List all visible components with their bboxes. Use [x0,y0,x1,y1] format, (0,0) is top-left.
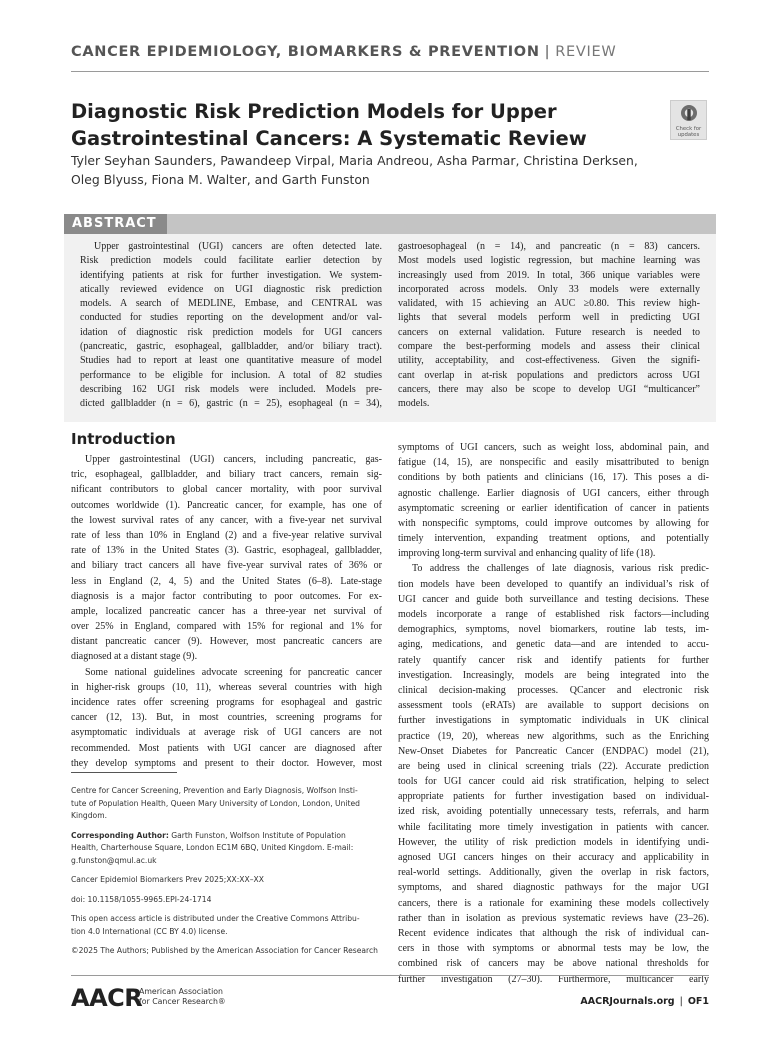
abstract-line: incorporated across models. Only 33 models were externally [398,283,700,295]
body-line: investigation. Increasingly, models are being integrated into the [398,669,709,681]
title-line: Diagnostic Risk Prediction Models for Upper [71,100,557,123]
body-line: conditions by both patients and clinicians (16, 17). This poses a di- [398,472,709,484]
body-line: outcomes worldwide (1). Pancreatic cancer, for example, has one of [71,499,382,511]
body-line: fatigue (14, 15), are nonspecific and easily misattributed to benign [398,457,709,469]
header-separator: | [544,44,551,60]
abstract-right-column [398,240,700,412]
abstract-line: performance to be eligible for inclusion. A total of 82 studies [80,369,382,381]
body-line: practice (19, 20), whereas new algorithms, such as the Enriching [398,730,709,742]
body-line: less in England (2, 4, 5) and the United States (6–8). Late-stage [71,575,382,587]
body-line: improving long-term survival and enhancing quality of life (18). [398,548,656,560]
abstract-line: validated, with 15 achieving an AUC ≥0.80. This review high- [398,298,700,310]
body-line: while facilitating more timely investigation in patients with cancer. [398,821,709,833]
journal-header [71,44,616,60]
abstract-line: (pancreatic, gastric, esophageal, gallbladder, and/or biliary tract). [80,341,382,353]
doi[interactable]: doi: 10.1158/1055-9965.EPI-24-1714 [71,894,212,904]
abstract-left-column [80,240,382,412]
body-line: However, the utility of risk prediction models in identifying undi- [398,836,709,848]
license-line: This open access article is distributed under the Creative Commons Attribu- [71,914,360,923]
affiliation-line: Kingdom. [71,811,107,820]
journal-site-link[interactable]: AACRJournals.org [580,996,675,1007]
check-for-updates-badge[interactable] [670,100,707,140]
body-line: demographics, symptoms, novel biomarkers, routine lab tests, im- [398,624,709,636]
abstract-heading: ABSTRACT [64,214,167,234]
body-line: assessment tools (eRATs) are available to support decisions on [398,700,709,712]
corresponding-author-line: Corresponding Author: Garth Funston, Wolfson Institute of Population [71,830,346,840]
body-line: clinical decision-making processes. QCancer and electronic risk [398,684,709,696]
body-line: agnosed UGI cancers hinges on their accuracy and applicability in [398,852,709,864]
body-line: cancers, there is a rationale for examining these models collectively [398,897,709,909]
abstract-line: cant overlap in at-risk populations and predictors across UGI [398,369,700,381]
abstract-line: increasingly used from 2019. In total, 366 unique variables were [398,269,700,281]
body-line: asymptomatic screening or earlier identification of cancer in patients [398,502,709,514]
body-line: New-Onset Diabetes for Pancreatic Cancer (ENDPAC) model (21), [398,745,709,757]
body-line: symptoms, and shared diagnostic pathways for the major UGI [398,882,709,894]
body-line: recommended. Most patients with UGI cancer are diagnosed after [71,742,382,754]
footnotes [71,785,382,958]
abstract-line: cancers on external validation. Future research is needed to [398,326,700,338]
corresponding-author-label: Corresponding Author: [71,830,169,840]
check-for-updates-label: Check for updates [675,126,702,138]
body-line: Some national guidelines advocate screening for pancreatic cancer [85,666,382,678]
body-line: cancer (12, 13). But, in most countries, screening programs for [71,712,382,724]
body-line: further investigations in symptomatic individuals in UK clinical [398,715,709,727]
body-line: UGI cancer and guide both surveillance and testing decisions. These [398,593,709,605]
journal-name: CANCER EPIDEMIOLOGY, BIOMARKERS & PREVENTION [71,44,540,60]
abstract-line: Risk prediction models could facilitate earlier detection by [80,255,382,267]
body-line: appropriate patients for further investigation based on individual- [398,791,709,803]
body-line: tools for UGI cancer could aid risk stratification, helping to select [398,776,709,788]
body-line: real-world settings. Additionally, given the overlap in risk factors, [398,867,709,879]
body-line: incidence rates offer screening programs for esophageal and gastric [71,697,382,709]
affiliation-line: Centre for Cancer Screening, Prevention and Early Diagnosis, Wolfson Insti- [71,786,358,795]
aacr-logo[interactable]: AACR [71,984,143,1012]
abstract-line: gastroesophageal (n = 14), and pancreatic (n = 83) cancers. [398,241,700,252]
introduction-heading: Introduction [71,430,176,448]
abstract-line: idation of diagnostic risk prediction models for UGI cancers [80,326,382,338]
author-line: Oleg Blyuss, Fiona M. Walter, and Garth Funston [71,171,370,187]
body-line: are being used in clinical screening trials (22). Accurate prediction [398,760,709,772]
body-line: further investigation (27–30). Furthermore, multicancer early [398,973,709,985]
title-line: Gastrointestinal Cancers: A Systematic Review [71,127,587,150]
introduction-left-column [71,452,382,771]
crossmark-icon [680,104,698,124]
footnote-rule [71,772,177,773]
body-line: the lowest survival rates of any cancer, with a five-year net survival [71,514,382,526]
body-line: timely intervention, expanding treatment options, and potentially [398,533,709,545]
abstract-line: conducted for studies reporting on the development and/or val- [80,312,382,324]
page-number: OF1 [687,996,709,1007]
body-line: they develop symptoms and present to their doctor. However, most [71,757,382,769]
corresponding-author-line: Health, Charterhouse Square, London EC1M 6BQ, United Kingdom. E-mail: [71,843,354,852]
abstract-line: cancers, there may also be scope to develop UGI “multicancer” [398,383,700,395]
body-line: rately quantify cancer risk and identify patients for further [398,654,709,666]
body-line: rate of 13% in the United States (3). Gastric, esophageal, gallbladder, [71,545,382,557]
article-title [71,98,591,152]
body-line: with nonspecific symptoms, could improve outcomes by allowing for [398,517,709,529]
header-rule [71,71,709,72]
body-line: diagnosis is a major factor contributing to poor outcomes. For ex- [71,590,382,602]
body-line: Recent evidence indicates that although the risk of individual can- [398,927,709,939]
abstract-line: compare the best-performing models and assess their clinical [398,341,700,353]
body-line: To address the challenges of late diagnosis, various risk predic- [412,563,709,575]
body-line: diagnosed at a distant stage (9). [71,651,198,663]
aacr-logo-tagline: American Association for Cancer Research® [139,987,226,1006]
abstract-line: describing 162 UGI risk models were included. Models pre- [80,383,382,395]
body-line: models incorporate a range of established risk factors—including [398,609,709,621]
body-line: symptoms of UGI cancers, such as weight loss, abdominal pain, and [398,442,709,453]
abstract-line: Studies had to report at least one quantitative measure of model [80,355,382,367]
body-line: combined risk of cancers may be above national thresholds for [398,958,709,970]
body-line: over 25% in England, compared with 15% for regional and 1% for [71,621,382,633]
body-line: and biliary tract cancers all have five-year survival rates of 36% or [71,560,382,572]
abstract-line: models. A search of MEDLINE, Embase, and CENTRAL was [80,298,382,310]
body-line: Upper gastrointestinal (UGI) cancers, including pancreatic, gas- [85,454,382,465]
abstract-line: lights that several models perform well in predicting UGI [398,312,700,324]
body-line: cers in those with symptoms or abnormal tests may be low, the [398,943,709,955]
body-line: rather than in isolation as previous systematic reviews have (23–26). [398,912,709,924]
body-line: aging, medications, and genetic data—and are intended to accu- [398,639,709,651]
abstract-line: Most models used logistic regression, but machine learning was [398,255,700,267]
introduction-right-column [398,440,709,987]
footer-page-info [580,996,709,1007]
abstract-line: atically reviewed evidence on UGI diagnostic risk prediction [80,283,382,295]
abstract-line: identifying patients at risk for further investigation. We system- [80,269,382,281]
body-line: in higher-risk groups (10, 11), whereas several countries with high [71,681,382,693]
abstract-line: models. [398,398,430,410]
body-line: tric, esophageal, gallbladder, and biliary tract cancers, remain sig- [71,469,382,481]
body-line: asymptomatic individuals at average risk of UGI cancers are not [71,727,382,739]
body-line: rate of less than 10% in England (2) and a five-year relative survival [71,529,382,541]
citation: Cancer Epidemiol Biomarkers Prev 2025;XX:XX–XX [71,875,264,884]
body-line: agnostic challenge. Earlier diagnosis of UGI cancers, either through [398,487,709,499]
body-line: ized risk, avoiding potentially unnecessary tests, referrals, and harm [398,806,709,818]
body-line: nificant contributors to global cancer mortality, with poor survival [71,484,382,496]
body-line: ample, localized pancreatic cancer has a three-year net survival of [71,605,382,617]
license-line: tion 4.0 International (CC BY 4.0) license. [71,926,228,936]
body-line: distant pancreatic cancer (9). However, most pancreatic cancers are [71,636,382,648]
copyright: ©2025 The Authors; Published by the American Association for Cancer Research [71,946,378,955]
article-type: REVIEW [555,44,617,60]
abstract-line: dicted gallbladder (n = 6), gastric (n = 25), esophageal (n = 34), [80,398,382,410]
corresponding-author-email[interactable]: g.funston@qmul.ac.uk [71,855,157,865]
affiliation-line: tute of Population Health, Queen Mary University of London, London, United [71,798,360,808]
footer-rule [71,975,709,976]
body-line: tion models have been developed to quantify an individual’s risk of [398,578,709,590]
abstract-line: utility, acceptability, and cost-effectiveness. Given the signifi- [398,355,700,367]
author-list [71,152,638,189]
abstract-line: Upper gastrointestinal (UGI) cancers are often detected late. [94,241,382,252]
footer-separator: | [679,996,683,1007]
author-line: Tyler Seyhan Saunders, Pawandeep Virpal, Maria Andreou, Asha Parmar, Christina Derksen, [71,153,638,168]
